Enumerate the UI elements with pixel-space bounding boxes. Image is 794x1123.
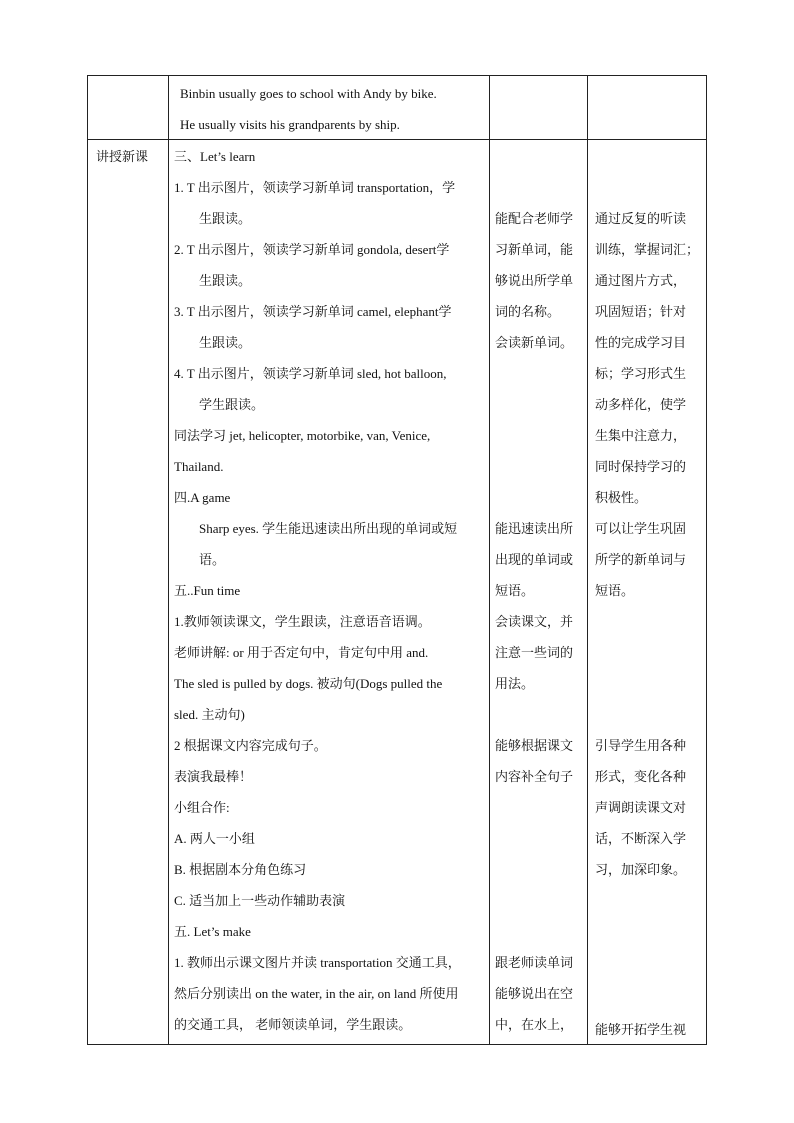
paragraph-line: 1. 教师出示课文图片并读 transportation 交通工具， [174,955,461,970]
paragraph-line: 2 根据课文内容完成句子。 [174,738,327,753]
review-line: He usually visits his grandparents by ship. [180,117,400,132]
list-item: 生跟读。 [199,335,252,350]
purpose-line: 同时保持学习的 [595,459,687,474]
student-activity-line: 能够说出在空 [495,986,574,1001]
purpose-line: 所学的新单词与 [595,552,687,567]
purpose-line: 短语。 [595,583,635,598]
paragraph-line: 语。 [199,552,226,567]
purpose-line: 可以让学生巩固 [595,521,687,536]
section-title: 四.A game [174,490,231,505]
student-activity-line: 短语。 [495,583,535,598]
section-label: 讲授新课 [96,149,149,164]
purpose-line: 习，加深印象。 [595,862,687,877]
student-activity-line: 跟老师读单词 [495,955,574,970]
purpose-line: 形式，变化各种 [595,769,687,784]
paragraph-line: 然后分别读出 on the water, in the air, on land 所使用 [174,986,459,1001]
student-activity-line: 出现的单词或 [495,552,574,567]
paragraph-line: 小组合作: [174,800,230,815]
purpose-line: 能够开拓学生视 [595,1022,687,1037]
purpose-line: 训练，掌握词汇； [595,242,700,257]
list-item: 学生跟读。 [199,397,265,412]
student-activity-line: 能够根据课文 [495,738,574,753]
student-activity-line: 用法。 [495,676,535,691]
paragraph-line: 的交通工具， 老师领读单词，学生跟读。 [174,1017,412,1032]
paragraph-line: 老师讲解: or 用于否定句中，肯定句中用 and. [174,645,429,660]
section-title: 五..Fun time [174,583,241,598]
purpose-line: 引导学生用各种 [595,738,687,753]
purpose-line: 通过反复的听读 [595,211,687,226]
purpose-line: 标；学习形式生 [595,366,687,381]
paragraph-line: Thailand. [174,459,224,474]
section-title: 五. Let’s make [174,924,251,939]
purpose-line: 通过图片方式， [595,273,687,288]
student-activity-line: 能配合老师学 [495,211,574,226]
list-item: B. 根据剧本分角色练习 [174,862,307,877]
review-line: Binbin usually goes to school with Andy by bike. [180,86,437,101]
purpose-line: 性的完成学习目 [595,335,687,350]
student-activity-line: 注意一些词的 [495,645,574,660]
list-item: 3. T 出示图片，领读学习新单词 camel, elephant学 [174,304,452,319]
list-item: 生跟读。 [199,211,252,226]
student-activity-line: 会读课文，并 [495,614,574,629]
list-item: A. 两人一小组 [174,831,255,846]
list-item: 2. T 出示图片，领读学习新单词 gondola, desert学 [174,242,450,257]
paragraph-line: 同法学习 jet, helicopter, motorbike, van, Venice, [174,428,431,443]
student-activity-line: 中，在水上， [495,1017,574,1032]
paragraph-line: Sharp eyes. 学生能迅速读出所出现的单词或短 [199,521,458,536]
student-activity-line: 会读新单词。 [495,335,574,350]
column-divider [489,76,490,1044]
list-item: 生跟读。 [199,273,252,288]
purpose-line: 巩固短语；针对 [595,304,687,319]
purpose-line: 声调朗读课文对 [595,800,687,815]
lesson-plan-table [87,75,707,1045]
column-divider [168,76,169,1044]
list-item: 4. T 出示图片，领读学习新单词 sled, hot balloon, [174,366,447,381]
purpose-line: 积极性。 [595,490,648,505]
list-item: 1. T 出示图片，领读学习新单词 transportation，学 [174,180,456,195]
paragraph-line: The sled is pulled by dogs. 被动句(Dogs pulled the [174,676,443,691]
section-title: 三、Let’s learn [174,149,256,164]
student-activity-line: 内容补全句子 [495,769,574,784]
student-activity-line: 习新单词，能 [495,242,574,257]
purpose-line: 话，不断深入学 [595,831,687,846]
column-divider [587,76,588,1044]
student-activity-line: 能迅速读出所 [495,521,574,536]
paragraph-line: sled. 主动句) [174,707,245,722]
list-item: C. 适当加上一些动作辅助表演 [174,893,346,908]
student-activity-line: 词的名称。 [495,304,561,319]
student-activity-line: 够说出所学单 [495,273,574,288]
paragraph-line: 1.教师领读课文，学生跟读，注意语音语调。 [174,614,431,629]
paragraph-line: 表演我最棒！ [174,769,253,784]
purpose-line: 生集中注意力， [595,428,687,443]
purpose-line: 动多样化，使学 [595,397,687,412]
